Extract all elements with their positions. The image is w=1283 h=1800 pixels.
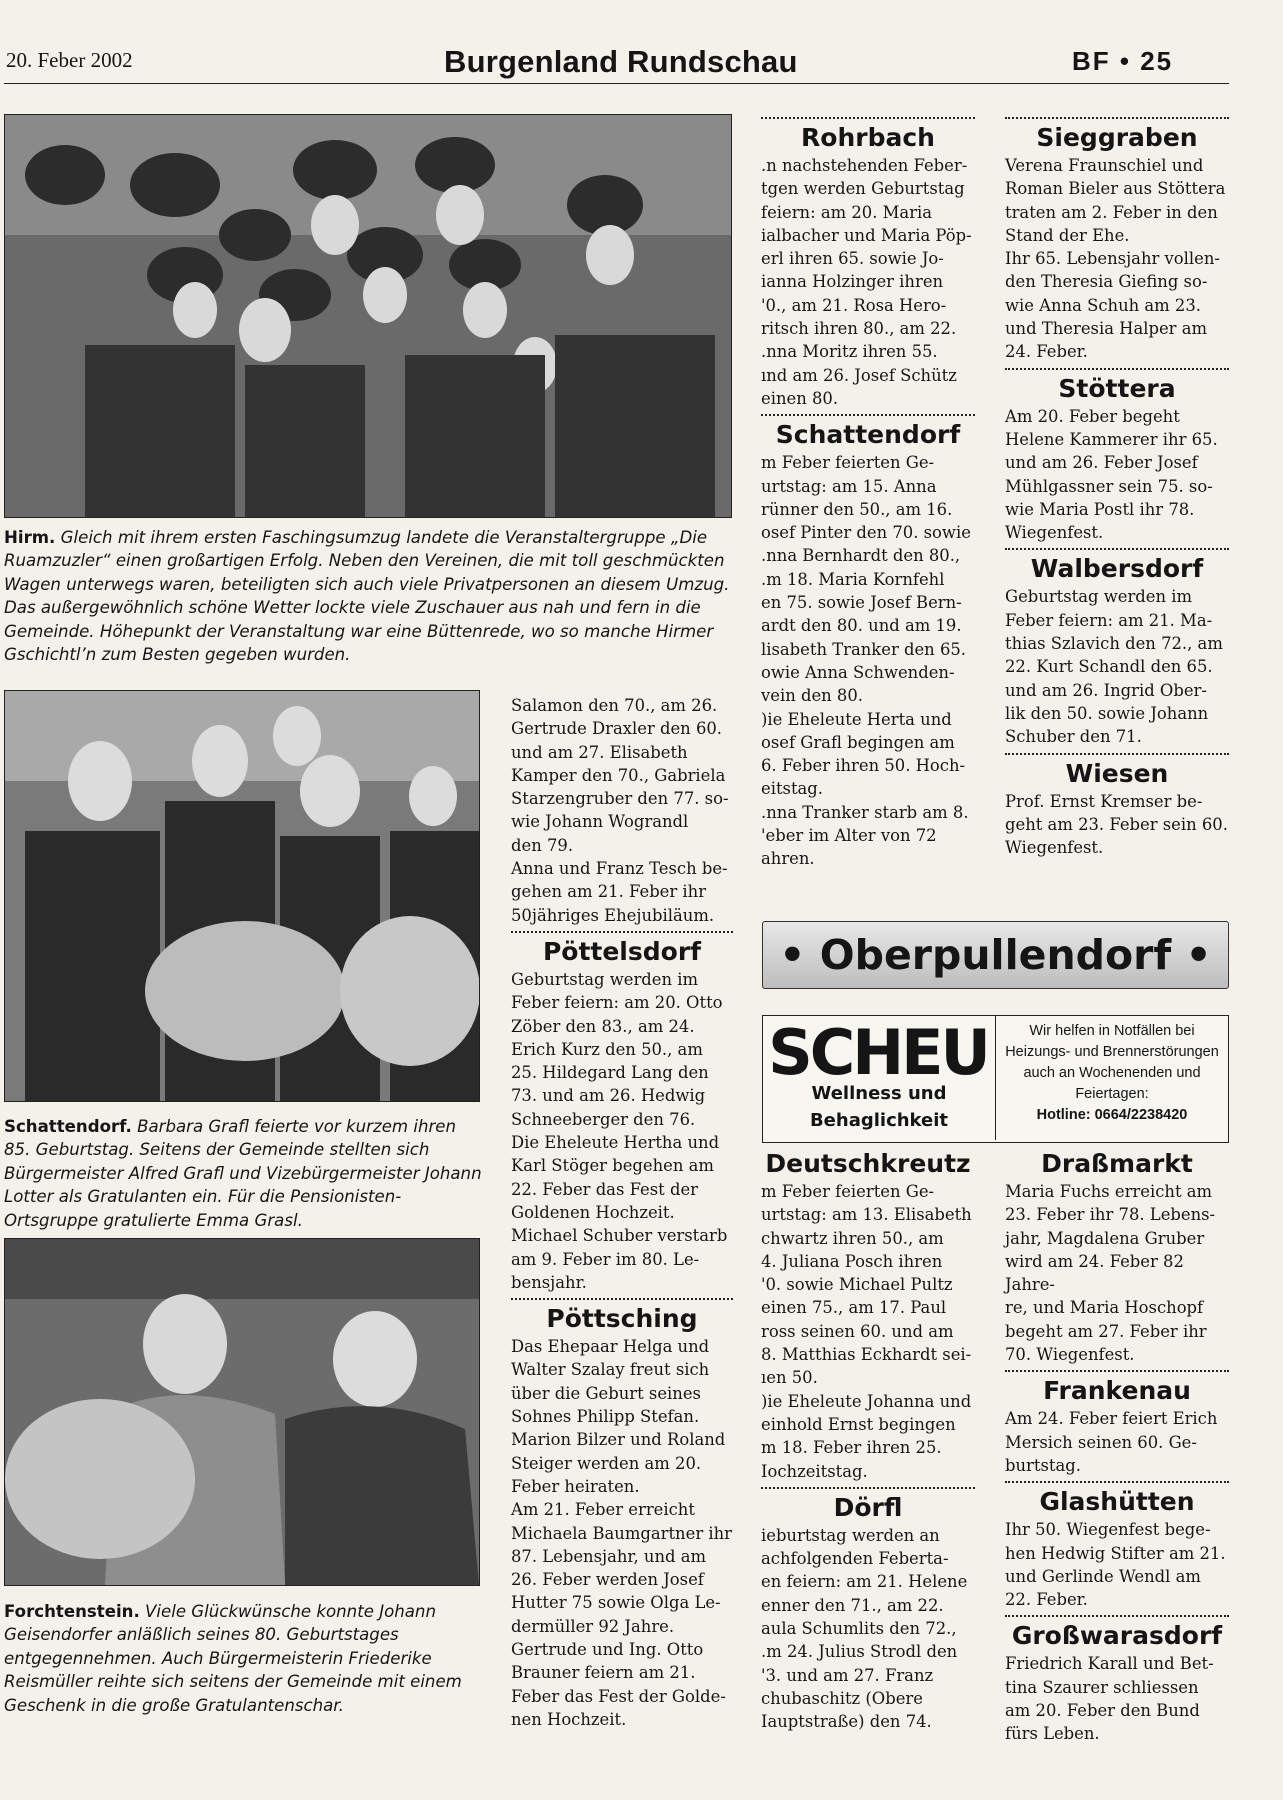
scheu-advertisement xyxy=(762,1015,1229,1143)
section-divider xyxy=(761,414,975,416)
text-line: .nna Moritz ihren 55. xyxy=(761,342,938,362)
section-divider xyxy=(511,931,733,933)
text-line: Friedrich Karall und Bet- xyxy=(1005,1654,1214,1674)
text-line: wird am 24. Feber 82 Jahre- xyxy=(1005,1251,1184,1295)
text-line: Am 20. Feber begeht xyxy=(1005,406,1180,426)
text-line: den 79. xyxy=(511,835,574,855)
text-line: wie Maria Postl ihr 78. xyxy=(1005,499,1195,519)
section-divider xyxy=(1005,548,1229,550)
middle-column xyxy=(511,694,733,1731)
text-line: tgen werden Geburtstag xyxy=(761,179,965,199)
text-line: Ihr 65. Lebensjahr vollen- xyxy=(1005,249,1220,269)
section-body-walbersdorf xyxy=(1005,585,1229,748)
text-line: Das Ehepaar Helga und xyxy=(511,1337,710,1357)
ad-divider xyxy=(995,1016,996,1140)
text-line: tina Szaurer schliessen xyxy=(1005,1677,1199,1697)
section-divider xyxy=(1005,1370,1229,1372)
text-line: )ie Eheleute Herta und xyxy=(761,709,952,729)
continued-article xyxy=(511,694,733,927)
ad-service-text: Wir helfen in Notfällen bei Heizungs- und Brennerstörungen auch an Wochenenden und Feiertagen: xyxy=(1005,1023,1219,1102)
section-body-poettsching xyxy=(511,1335,733,1731)
caption-text: Gleich mit ihrem ersten Faschingsumzug landete die Veranstaltergruppe „Die Ruamzuzler“ einen großartigen Erfolg. Neben den Vereinen, die mit toll geschmückten Wagen unterwegs waren, beteiligten sich auch viele Privatpersonen an diesem Umzug. Das außergewöhnlich schöne Wetter lockte viele Zuschauer aus nah und fern in die Gemeinde. Höhepunkt der Veranstaltung war eine Büttenrede, wo so manche Hirmer Gschichtl’n zum Besten gegeben wurden. xyxy=(4,528,730,665)
text-line: m 18. Feber ihren 25. xyxy=(761,1438,942,1458)
text-line: ross seinen 60. und am xyxy=(761,1321,954,1341)
section-title-rohrbach: Rohrbach xyxy=(801,123,935,152)
text-line: .nna Bernhardt den 80., xyxy=(761,546,961,566)
text-line: m Feber feierten Ge- xyxy=(761,453,935,473)
text-line: enner den 71., am 22. xyxy=(761,1595,944,1615)
text-line: Kamper den 70., Gabriela xyxy=(511,765,726,785)
text-line: Ihr 50. Wiegenfest bege- xyxy=(1005,1520,1211,1540)
section-body-rohrbach xyxy=(761,154,975,410)
caption-place: Forchtenstein. xyxy=(4,1602,140,1621)
text-line: Brauner feiern am 21. xyxy=(511,1663,696,1683)
section-body-stoettera xyxy=(1005,405,1229,545)
text-line: rünner den 50., am 16. xyxy=(761,499,953,519)
text-line: ianna Holzinger ihren xyxy=(761,272,944,292)
section-divider xyxy=(1005,1481,1229,1483)
caption-text: Viele Glückwünsche konnte Johann Geisendorfer anläßlich seines 80. Geburtstages entgegennehmen. Auch Bürgermeisterin Friederike Reismüller reihte sich seitens der Gemeinde mit einem Geschenk in die große Gratulantenschar. xyxy=(4,1602,462,1715)
ad-slogan xyxy=(773,1080,985,1134)
text-line: '3. und am 27. Franz xyxy=(761,1665,934,1685)
text-line: am 9. Feber im 80. Le- xyxy=(511,1249,700,1269)
text-line: re, und Maria Hoschopf xyxy=(1005,1298,1204,1318)
forchtenstein-caption xyxy=(4,1600,482,1717)
text-line: .nna Tranker starb am 8. xyxy=(761,802,969,822)
section-divider xyxy=(1005,753,1229,755)
right-column-1 xyxy=(761,113,975,871)
ad-slogan-line: Behaglichkeit xyxy=(809,1110,949,1131)
text-line: Zöber den 83., am 24. xyxy=(511,1016,695,1036)
text-line: wie Anna Schuh am 23. xyxy=(1005,295,1201,315)
text-line: Steiger werden am 20. xyxy=(511,1453,702,1473)
text-line: ardt den 80. und am 19. xyxy=(761,616,962,636)
text-line: einhold Ernst begingen xyxy=(761,1414,956,1434)
text-line: owie Anna Schwenden- xyxy=(761,662,955,682)
section-title-poettelsdorf: Pöttelsdorf xyxy=(542,936,702,966)
text-line: über die Geburt seines xyxy=(511,1383,701,1403)
schattendorf-birthday-photo xyxy=(4,690,480,1102)
text-line: am 20. Feber den Bund xyxy=(1005,1701,1200,1721)
text-line: 8. Matthias Eckhardt sei- xyxy=(761,1345,972,1365)
section-title-glashuetten: Glashütten xyxy=(1039,1487,1195,1517)
section-body-frankenau xyxy=(1005,1407,1229,1477)
text-line: wie Johann Wograndl xyxy=(511,812,689,832)
text-line: chwartz ihren 50., am xyxy=(761,1228,944,1248)
text-line: Michaela Baumgartner ihr xyxy=(511,1523,732,1543)
schattendorf-caption xyxy=(4,1115,482,1232)
text-line: Helene Kammerer ihr 65. xyxy=(1005,429,1218,449)
text-line: 50jähriges Ehejubiläum. xyxy=(511,905,715,925)
text-line: feiern: am 20. Maria xyxy=(761,202,933,222)
text-line: Goldenen Hochzeit. xyxy=(511,1202,675,1222)
text-line: vein den 80. xyxy=(761,686,863,706)
text-line: 'eber im Alter von 72 xyxy=(761,826,937,846)
text-line: Feber heiraten. xyxy=(511,1476,640,1496)
text-line: '0., am 21. Rosa Hero- xyxy=(761,295,947,315)
text-line: Iochzeitstag. xyxy=(761,1461,868,1481)
caption-text: Barbara Grafl feierte vor kurzem ihren 85. Geburtstag. Seitens der Gemeinde stellten sich Bürgermeister Alfred Grafl und Vizebürgermeister Johann Lotter als Gratulanten ein. Für die Pensionisten-Ortsgruppe gratulierte Emma Grasl. xyxy=(4,1117,482,1230)
section-body-grosswarasdorf xyxy=(1005,1652,1229,1745)
text-line: Die Eheleute Hertha und xyxy=(511,1133,720,1153)
caption-place: Schattendorf. xyxy=(4,1117,132,1136)
text-line: urtstag: am 13. Elisabeth xyxy=(761,1205,972,1225)
text-line: erl ihren 65. sowie Jo- xyxy=(761,249,944,269)
text-line: 26. Feber werden Josef xyxy=(511,1570,704,1590)
text-line: Erich Kurz den 50., am xyxy=(511,1039,703,1059)
section-body-glashuetten xyxy=(1005,1518,1229,1611)
section-title-walbersdorf: Walbersdorf xyxy=(1030,554,1204,584)
section-body-schattendorf xyxy=(761,451,975,870)
section-divider xyxy=(761,117,975,119)
text-line: urtstag: am 15. Anna xyxy=(761,476,937,496)
text-line: ieburtstag werden an xyxy=(761,1525,940,1545)
section-body-sieggraben xyxy=(1005,154,1229,364)
text-line: 6. Feber ihren 50. Hoch- xyxy=(761,756,966,776)
section-title-stoettera: Stöttera xyxy=(1058,373,1176,403)
text-line: Walter Szalay freut sich xyxy=(511,1360,710,1380)
text-line: Geburtstag werden im xyxy=(1005,587,1193,607)
text-line: Feber feiern: am 21. Ma- xyxy=(1005,610,1213,630)
section-title-grosswarasdorf: Großwarasdorf xyxy=(1011,1621,1223,1651)
text-line: Anna und Franz Tesch be- xyxy=(511,859,728,879)
text-line: einen 80. xyxy=(761,388,839,408)
section-title-wiesen: Wiesen xyxy=(1065,758,1169,788)
text-line: Schneeberger den 76. xyxy=(511,1109,696,1129)
ad-logo: SCHEU xyxy=(768,1016,988,1089)
text-line: Maria Fuchs erreicht am xyxy=(1005,1182,1213,1201)
section-divider xyxy=(1005,1615,1229,1617)
bottom-column-2 xyxy=(1005,1148,1229,1746)
text-line: Stand der Ehe. xyxy=(1005,225,1130,245)
text-line: aula Schumlits den 72., xyxy=(761,1619,957,1639)
text-line: achfolgenden Feberta- xyxy=(761,1549,949,1569)
text-line: Sohnes Philipp Stefan. xyxy=(511,1407,700,1427)
text-line: Am 24. Feber feiert Erich xyxy=(1005,1409,1218,1429)
ad-slogan-line: Wellness und xyxy=(811,1083,947,1104)
text-line: ınd am 26. Josef Schütz xyxy=(761,365,957,385)
caption-place: Hirm. xyxy=(4,528,56,547)
text-line: und am 26. Ingrid Ober- xyxy=(1005,680,1207,700)
text-line: ıen 50. xyxy=(761,1368,818,1388)
text-line: Karl Stöger begehen am xyxy=(511,1156,714,1176)
section-body-deutschkreutz xyxy=(761,1180,975,1483)
text-line: .m 18. Maria Kornfehl xyxy=(761,569,945,589)
text-line: thias Szlavich den 72., am xyxy=(1005,634,1223,654)
section-title-sieggraben: Sieggraben xyxy=(1036,123,1198,152)
text-line: Mersich seinen 60. Ge- xyxy=(1005,1432,1197,1452)
section-divider xyxy=(1005,368,1229,370)
text-line: ialbacher und Maria Pöp- xyxy=(761,225,972,245)
text-line: Geburtstag werden im xyxy=(511,969,699,989)
section-title-schattendorf: Schattendorf xyxy=(775,420,961,450)
text-line: 87. Lebensjahr, und am xyxy=(511,1546,707,1566)
newspaper-title: Burgenland Rundschau xyxy=(444,44,798,79)
text-line: 23. Feber ihr 78. Lebens- xyxy=(1005,1205,1216,1225)
text-line: einen 75., am 17. Paul xyxy=(761,1298,947,1318)
right-column-2 xyxy=(1005,113,1229,859)
ad-text xyxy=(1001,1021,1223,1126)
text-line: den Theresia Giefing so- xyxy=(1005,272,1208,292)
text-line: .m 24. Julius Strodl den xyxy=(761,1642,958,1662)
text-line: begeht am 27. Feber ihr xyxy=(1005,1321,1207,1341)
text-line: '0. sowie Michael Pultz xyxy=(761,1275,953,1295)
text-line: 70. Wiegenfest. xyxy=(1005,1345,1135,1365)
section-title-doerfl: Dörfl xyxy=(833,1492,903,1522)
section-title-drassmarkt: Draßmarkt xyxy=(1041,1149,1193,1178)
text-line: und Gerlinde Wendl am xyxy=(1005,1566,1201,1586)
hirm-parade-photo xyxy=(4,114,732,518)
text-line: 73. und am 26. Hedwig xyxy=(511,1086,706,1106)
section-body-wiesen xyxy=(1005,790,1229,860)
text-line: Iauptstraße) den 74. xyxy=(761,1712,932,1732)
text-line: und am 26. Feber Josef xyxy=(1005,453,1198,473)
text-line: Gertrude und Ing. Otto xyxy=(511,1639,704,1659)
text-line: 25. Hildegard Lang den xyxy=(511,1063,709,1083)
text-line: 22. Feber. xyxy=(1005,1590,1088,1610)
text-line: und Theresia Halper am xyxy=(1005,319,1208,339)
text-line: bensjahr. xyxy=(511,1272,587,1292)
text-line: Starzengruber den 77. so- xyxy=(511,789,729,809)
section-title-poettsching: Pöttsching xyxy=(546,1304,698,1334)
text-line: dermüller 92 Jahre. xyxy=(511,1616,675,1636)
issue-date: 20. Feber 2002 xyxy=(6,48,133,72)
section-body-doerfl xyxy=(761,1524,975,1734)
text-line: Michael Schuber verstarb xyxy=(511,1226,728,1246)
section-divider xyxy=(761,1487,975,1489)
text-line: nen Hochzeit. xyxy=(511,1709,627,1729)
text-line: jahr, Magdalena Gruber xyxy=(1005,1228,1205,1248)
text-line: m Feber feierten Ge- xyxy=(761,1182,935,1201)
text-line: Feber das Fest der Golde- xyxy=(511,1686,726,1706)
text-line: Mühlgassner sein 75. so- xyxy=(1005,476,1213,496)
text-line: Schuber den 71. xyxy=(1005,727,1142,747)
text-line: ahren. xyxy=(761,849,815,869)
text-line: )ie Eheleute Johanna und xyxy=(761,1391,972,1411)
section-body-drassmarkt xyxy=(1005,1180,1229,1366)
text-line: geht am 23. Feber sein 60. xyxy=(1005,814,1228,834)
text-line: Wiegenfest. xyxy=(1005,838,1104,858)
text-line: Am 21. Feber erreicht xyxy=(511,1500,695,1520)
text-line: 22. Feber das Fest der xyxy=(511,1179,698,1199)
section-title-frankenau: Frankenau xyxy=(1043,1376,1191,1406)
bottom-column-1 xyxy=(761,1148,975,1734)
text-line: gehen am 21. Feber ihr xyxy=(511,882,707,902)
text-line: Wiegenfest. xyxy=(1005,523,1104,543)
text-line: 4. Juliana Posch ihren xyxy=(761,1251,943,1271)
section-divider xyxy=(511,1298,733,1300)
text-line: Roman Bieler aus Stöttera xyxy=(1005,179,1226,199)
text-line: chubaschitz (Obere xyxy=(761,1688,923,1708)
text-line: Verena Fraunschiel und xyxy=(1005,156,1204,175)
text-line: 24. Feber. xyxy=(1005,342,1088,362)
text-line: 22. Kurt Schandl den 65. xyxy=(1005,657,1213,677)
section-title-deutschkreutz: Deutschkreutz xyxy=(765,1149,971,1178)
header-rule xyxy=(4,83,1229,84)
ad-hotline: Hotline: 0664/2238420 xyxy=(1036,1107,1188,1123)
text-line: .n nachstehenden Feber- xyxy=(761,156,968,175)
section-body-poettelsdorf xyxy=(511,968,733,1294)
hirm-caption xyxy=(4,526,732,666)
page-number: BF • 25 xyxy=(1072,46,1174,76)
text-line: traten am 2. Feber in den xyxy=(1005,202,1218,222)
text-line: Prof. Ernst Kremser be- xyxy=(1005,791,1203,811)
text-line: Marion Bilzer und Roland xyxy=(511,1430,726,1450)
text-line: lik den 50. sowie Johann xyxy=(1005,703,1209,723)
text-line: eitstag. xyxy=(761,779,824,799)
forchtenstein-birthday-photo xyxy=(4,1238,480,1586)
text-line: Gertrude Draxler den 60. xyxy=(511,719,723,739)
text-line: osef Pinter den 70. sowie xyxy=(761,523,971,543)
text-line: fürs Leben. xyxy=(1005,1724,1100,1744)
section-divider xyxy=(1005,117,1229,119)
text-line: lisabeth Tranker den 65. xyxy=(761,639,967,659)
region-banner-oberpullendorf: • Oberpullendorf • xyxy=(762,921,1229,989)
text-line: und am 27. Elisabeth xyxy=(511,742,688,762)
text-line: Hutter 75 sowie Olga Le- xyxy=(511,1593,721,1613)
text-line: Feber feiern: am 20. Otto xyxy=(511,993,723,1013)
text-line: Salamon den 70., am 26. xyxy=(511,696,718,715)
text-line: burtstag. xyxy=(1005,1455,1081,1475)
text-line: en 75. sowie Josef Bern- xyxy=(761,593,962,613)
text-line: en feiern: am 21. Helene xyxy=(761,1572,968,1592)
text-line: ritsch ihren 80., am 22. xyxy=(761,319,957,339)
text-line: osef Grafl begingen am xyxy=(761,732,955,752)
text-line: hen Hedwig Stifter am 21. xyxy=(1005,1543,1226,1563)
